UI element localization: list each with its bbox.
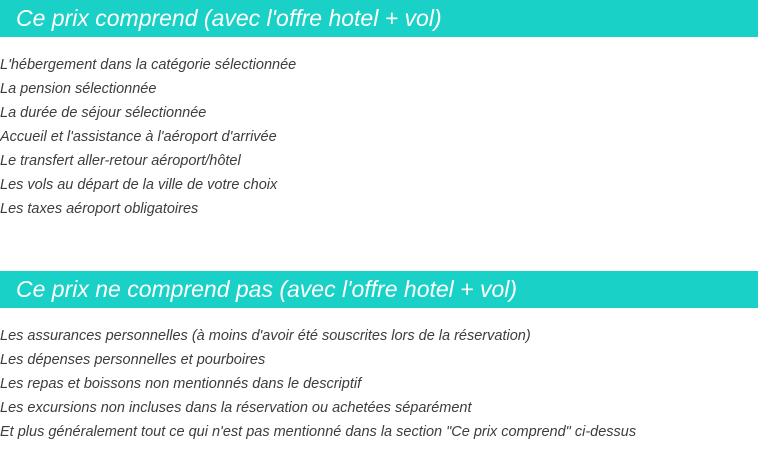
list-item: Les assurances personnelles (à moins d'avoir été souscrites lors de la réservation) <box>0 328 531 344</box>
list-item: L'hébergement dans la catégorie sélectionnée <box>0 57 297 73</box>
excludes-list <box>0 324 636 444</box>
includes-list <box>0 53 296 221</box>
list-item: Et plus généralement tout ce qui n'est pas mentionné dans la section "Ce prix comprend" ci-dessus <box>0 424 637 440</box>
list-item: Les excursions non incluses dans la réservation ou achetées séparément <box>0 400 472 416</box>
list-item: Le transfert aller-retour aéroport/hôtel <box>0 153 241 169</box>
list-item: Les dépenses personnelles et pourboires <box>0 352 266 368</box>
list-item: La pension sélectionnée <box>0 81 157 97</box>
list-item: Accueil et l'assistance à l'aéroport d'arrivée <box>0 129 277 145</box>
list-item: La durée de séjour sélectionnée <box>0 105 207 121</box>
includes-section-title: Ce prix comprend (avec l'offre hotel + vol) <box>0 0 758 37</box>
list-item: Les repas et boissons non mentionnés dans le descriptif <box>0 376 362 392</box>
list-item: Les vols au départ de la ville de votre choix <box>0 177 278 193</box>
excludes-section-title: Ce prix ne comprend pas (avec l'offre hotel + vol) <box>0 271 758 308</box>
list-item: Les taxes aéroport obligatoires <box>0 201 199 217</box>
